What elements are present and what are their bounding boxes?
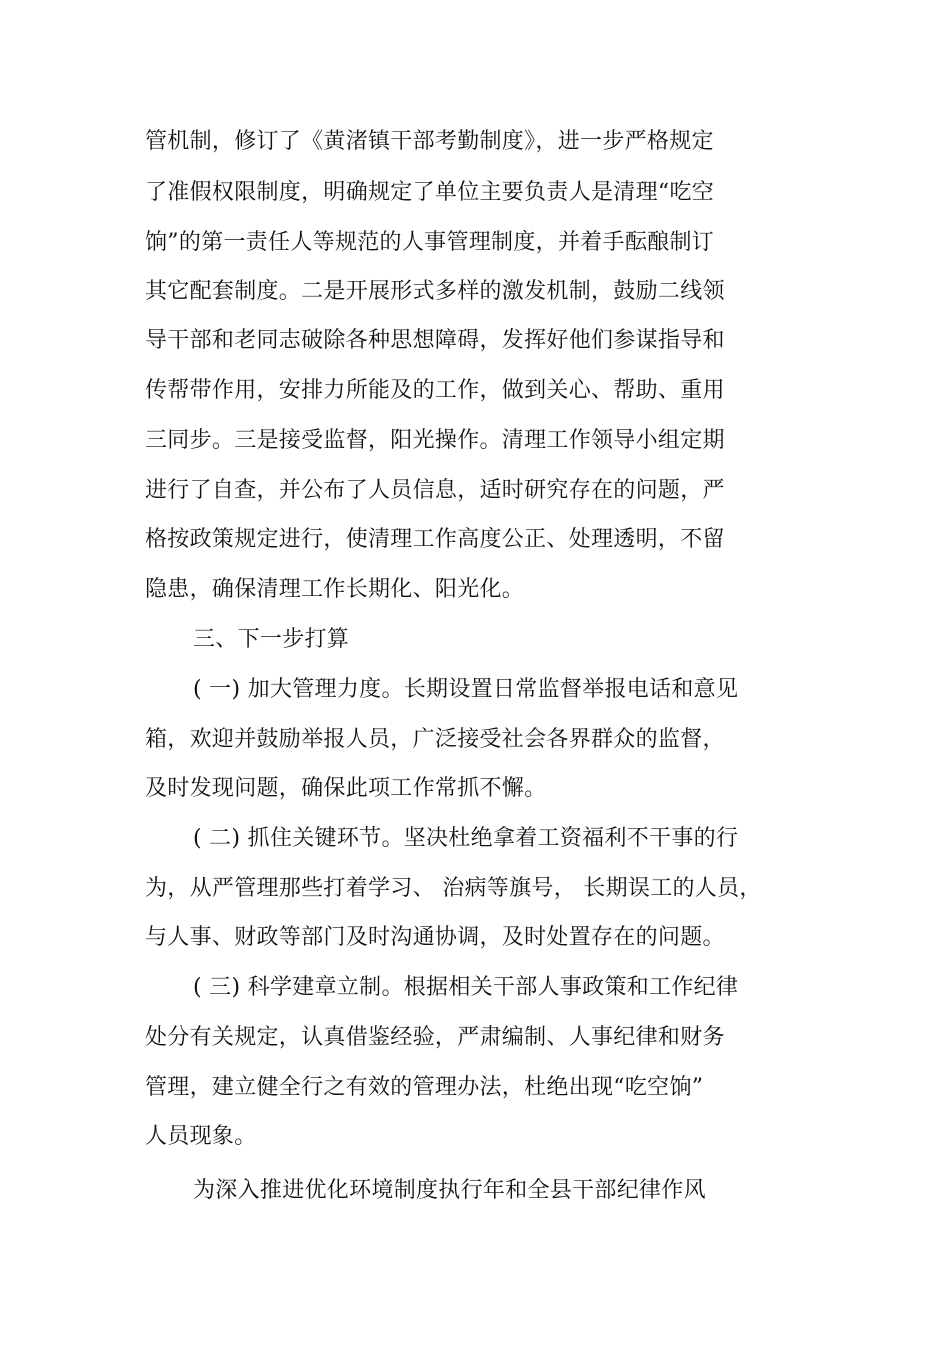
paragraph-line: 隐患，确保清理工作长期化、阳光化。 [145,577,525,602]
section-heading: 三、下一步打算 [193,627,350,652]
paragraph-line: 管机制，修订了《黄渚镇干部考勤制度》，进一步严格规定 [145,129,714,154]
paragraph-line: 处分有关规定，认真借鉴经验，严肃编制、人事纪律和财务 [145,1025,725,1050]
paragraph-line: 为深入推进优化环境制度执行年和全县干部纪律作风 [193,1178,706,1203]
paragraph-line: ( 三) 科学建章立制。根据相关干部人事政策和工作纪律 [193,975,739,1000]
paragraph-line: 导干部和老同志破除各种思想障碍，发挥好他们参谋指导和 [145,328,725,353]
paragraph-line: 人员现象。 [145,1124,257,1149]
paragraph-line: 其它配套制度。二是开展形式多样的激发机制，鼓励二线领 [145,279,725,304]
paragraph-line: 进行了自查，并公布了人员信息，适时研究存在的问题，严 [145,478,725,503]
paragraph-line: 及时发现问题，确保此项工作常抓不懈。 [145,776,547,801]
paragraph-line: 传帮带作用，安排力所能及的工作，做到关心、帮助、重用 [145,378,725,403]
paragraph-line: 为，从严管理那些打着学习、 治病等旗号， 长期误工的人员， [145,876,762,901]
paragraph-line: 与人事、财政等部门及时沟通协调，及时处置存在的问题。 [145,925,725,950]
paragraph-line: 饷”的第一责任人等规范的人事管理制度，并着手酝酿制订 [145,230,715,255]
paragraph-line: 箱，欢迎并鼓励举报人员，广泛接受社会各界群众的监督， [145,727,725,752]
paragraph-line: 管理，建立健全行之有效的管理办法，杜绝出现“吃空饷” [145,1075,704,1100]
paragraph-line: ( 二) 抓住关键环节。坚决杜绝拿着工资福利不干事的行 [193,826,739,851]
paragraph-line: 格按政策规定进行，使清理工作高度公正、处理透明，不留 [145,527,725,552]
paragraph-line: 了准假权限制度，明确规定了单位主要负责人是清理“吃空 [145,180,715,205]
paragraph-line: ( 一) 加大管理力度。长期设置日常监督举报电话和意见 [193,677,739,702]
paragraph-line: 三同步。三是接受监督，阳光操作。清理工作领导小组定期 [145,428,725,453]
